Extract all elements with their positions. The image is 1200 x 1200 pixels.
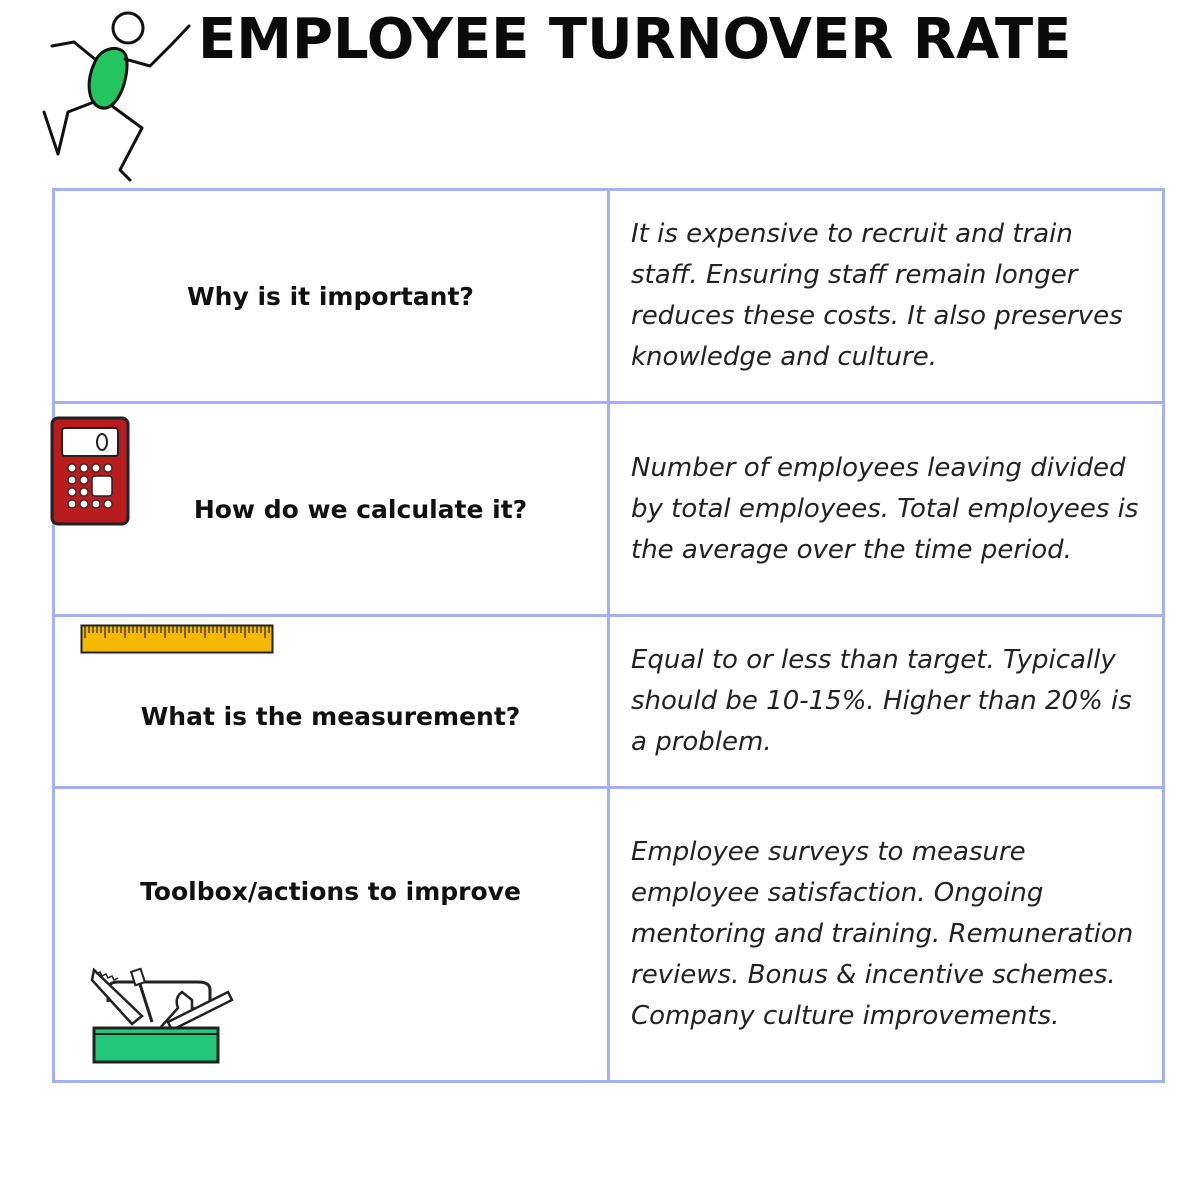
table-row-question <box>52 191 609 401</box>
table-row-answer <box>609 617 1165 786</box>
table-row-question <box>52 404 609 614</box>
answer-text: It is expensive to recruit and train staff. Ensuring staff remain longer reduces these costs. It also preserves knowledge and culture. <box>631 219 1123 372</box>
question-label: Why is it important? <box>187 281 474 311</box>
question-label: Toolbox/actions to improve <box>140 877 521 906</box>
calculator-icon <box>50 416 130 526</box>
answer-text: Employee surveys to measure employee satisfaction. Ongoing mentoring and training. Remuneration reviews. Bonus & incentive schemes. Company culture improvements. <box>631 837 1134 1031</box>
ruler-icon <box>80 624 274 656</box>
question-label: How do we calculate it? <box>193 494 528 524</box>
question-label: What is the measurement? <box>140 702 521 731</box>
page-title: EMPLOYEE TURNOVER RATE <box>198 7 1072 72</box>
table-border-bottom <box>52 1080 1165 1083</box>
answer-text: Number of employees leaving divided by total employees. Total employees is the average over the time period. <box>631 452 1139 565</box>
table-row-answer <box>609 789 1165 1080</box>
running-person-icon <box>22 4 194 184</box>
toolbox-icon <box>88 962 234 1066</box>
table-row-answer <box>609 404 1165 614</box>
table-row-answer <box>609 191 1165 401</box>
answer-text: Equal to or less than target. Typically should be 10-15%. Higher than 20% is a problem. <box>631 645 1132 757</box>
